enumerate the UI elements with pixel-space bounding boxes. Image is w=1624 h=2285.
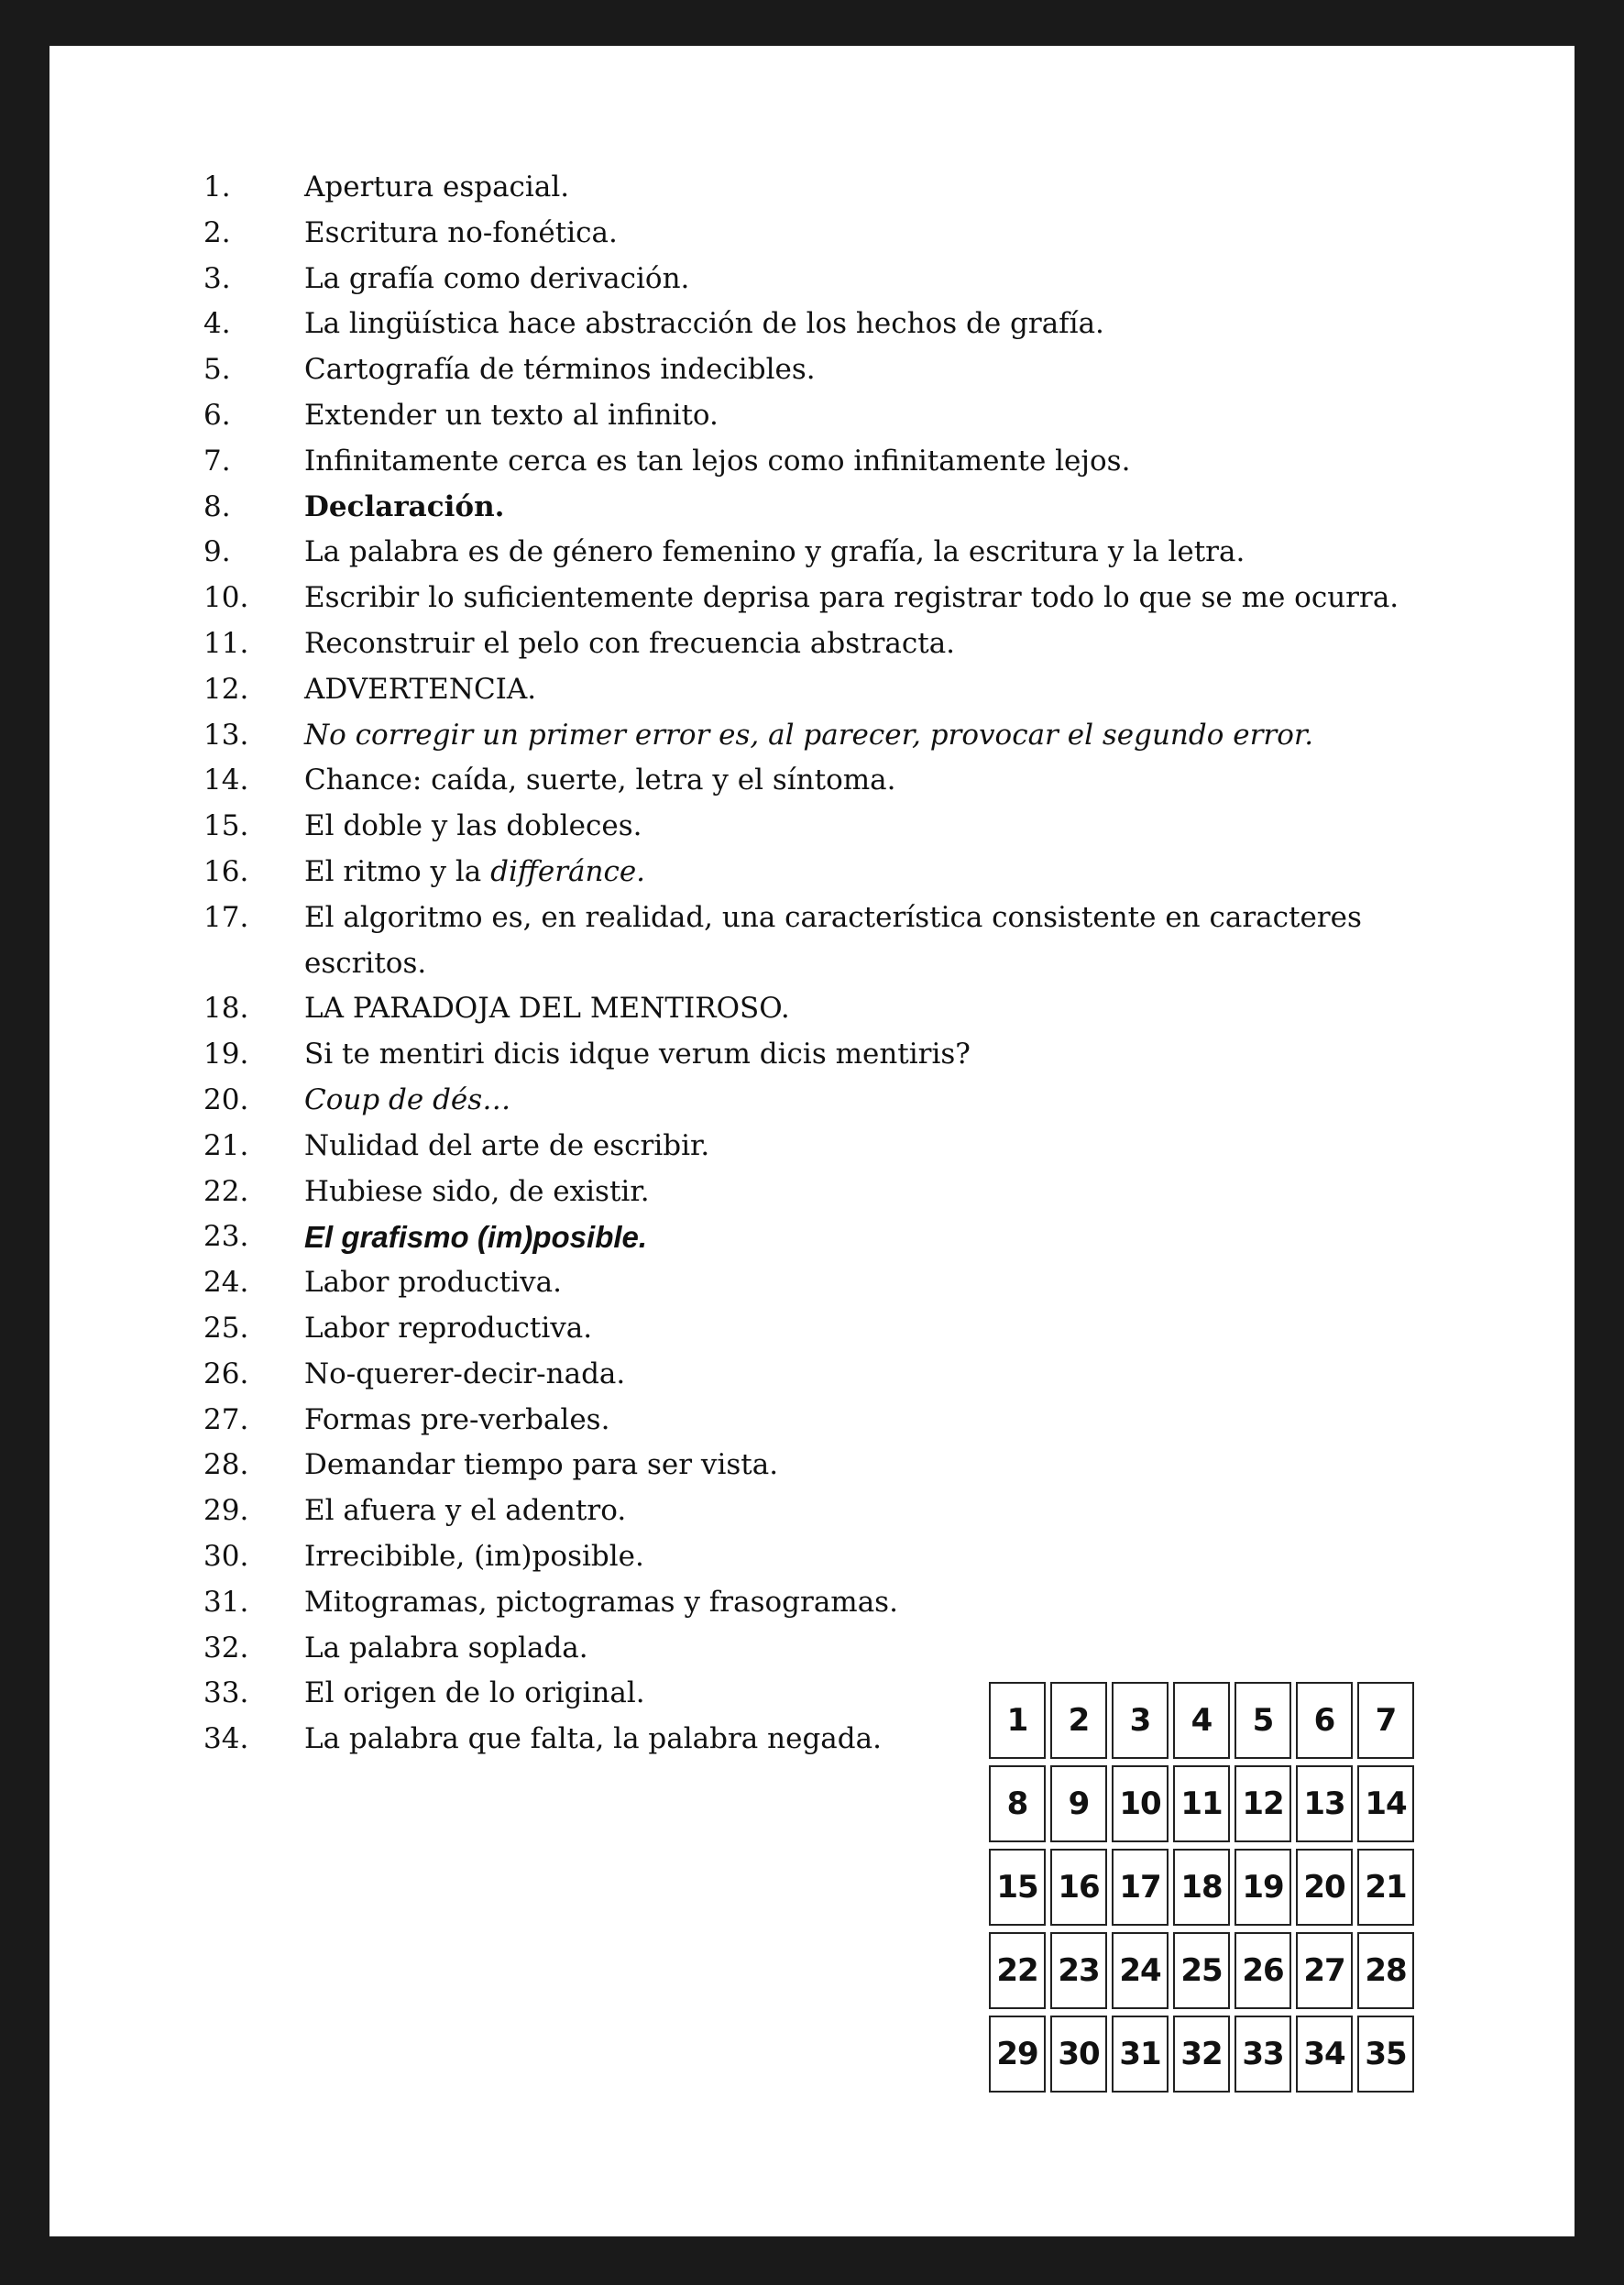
list-item (203, 895, 1450, 987)
grid-cell: 26 (1234, 1932, 1291, 2009)
grid-cell: 6 (1296, 1682, 1353, 1759)
item-number: 29. (203, 1494, 249, 1528)
grid-cell: 22 (989, 1932, 1046, 2009)
item-text: ADVERTENCIA. (304, 672, 537, 706)
item-text: Escritura no-fonética. (304, 215, 618, 249)
item-text: El algoritmo es, en realidad, una característica consistente en caracteres escritos. (304, 900, 1362, 980)
grid-cell: 19 (1234, 1849, 1291, 1926)
item-text: El doble y las dobleces. (304, 809, 642, 843)
list-item (203, 804, 1450, 850)
list-item (203, 1170, 1450, 1215)
item-number: 21. (203, 1128, 249, 1162)
item-number: 2. (203, 215, 231, 249)
item-number: 19. (203, 1038, 249, 1071)
item-text: Reconstruir el pelo con frecuencia abstracta. (304, 626, 956, 660)
grid-cell: 20 (1296, 1849, 1353, 1926)
grid-cell: 2 (1050, 1682, 1107, 1759)
grid-cell: 27 (1296, 1932, 1353, 2009)
item-number: 26. (203, 1357, 249, 1390)
grid-cell: 9 (1050, 1765, 1107, 1842)
item-number: 33. (203, 1676, 249, 1710)
item-number: 3. (203, 261, 231, 295)
list-item (203, 1443, 1450, 1489)
item-text: La palabra es de género femenino y grafía, la escritura y la letra. (304, 535, 1245, 569)
grid-cell: 35 (1357, 2016, 1414, 2093)
list-item (203, 1306, 1450, 1352)
item-number: 15. (203, 809, 249, 843)
item-text: Cartografía de términos indecibles. (304, 353, 816, 387)
list-item (203, 439, 1450, 485)
list-item (203, 758, 1450, 804)
item-number: 10. (203, 581, 249, 615)
item-number: 6. (203, 398, 231, 432)
grid-cell: 34 (1296, 2016, 1353, 2093)
item-number: 9. (203, 535, 231, 569)
item-text: Hubiese sido, de existir. (304, 1174, 650, 1208)
item-text: No corregir un primer error es, al parecer, provocar el segundo error. (304, 718, 1314, 752)
grid-cell: 30 (1050, 2016, 1107, 2093)
grid-cell: 14 (1357, 1765, 1414, 1842)
list-item (203, 1489, 1450, 1534)
list-item (203, 850, 1450, 895)
item-number: 8. (203, 489, 231, 523)
grid-cell: 8 (989, 1765, 1046, 1842)
item-number: 4. (203, 307, 231, 341)
list-item (203, 576, 1450, 621)
list-item (203, 1214, 1450, 1260)
item-text (304, 850, 1450, 895)
number-grid (989, 1682, 1414, 2093)
item-text: Escribir lo suficientemente deprisa para registrar todo lo que se me ocurra. (304, 581, 1399, 615)
grid-cell: 24 (1112, 1932, 1169, 2009)
item-number: 30. (203, 1539, 249, 1573)
item-number: 1. (203, 170, 231, 203)
item-number: 16. (203, 854, 249, 888)
item-text-main: El ritmo y la (304, 854, 491, 888)
grid-cell: 3 (1112, 1682, 1169, 1759)
grid-cell: 12 (1234, 1765, 1291, 1842)
grid-cell: 11 (1173, 1765, 1230, 1842)
item-text: El origen de lo original. (304, 1676, 645, 1710)
item-text: No-querer-decir-nada. (304, 1357, 626, 1390)
grid-cell: 5 (1234, 1682, 1291, 1759)
item-text: La lingüística hace abstracción de los hechos de grafía. (304, 307, 1104, 341)
grid-cell: 25 (1173, 1932, 1230, 2009)
item-text: Si te mentiri dicis idque verum dicis mentiris? (304, 1038, 971, 1071)
grid-cell: 7 (1357, 1682, 1414, 1759)
grid-cell: 1 (989, 1682, 1046, 1759)
list-item (203, 1534, 1450, 1580)
item-text: Apertura espacial. (304, 170, 570, 203)
grid-cell: 10 (1112, 1765, 1169, 1842)
item-text: Declaración. (304, 489, 505, 523)
list-item (203, 393, 1450, 439)
item-text: Chance: caída, suerte, letra y el síntoma. (304, 763, 896, 797)
list-item (203, 1124, 1450, 1170)
grid-cell: 21 (1357, 1849, 1414, 1926)
item-text: Coup de dés… (304, 1082, 511, 1116)
list-item (203, 347, 1450, 393)
grid-cell: 29 (989, 2016, 1046, 2093)
item-number: 22. (203, 1174, 249, 1208)
list-item (203, 165, 1450, 211)
item-text: Nulidad del arte de escribir. (304, 1128, 710, 1162)
list-item (203, 1398, 1450, 1444)
grid-cell: 28 (1357, 1932, 1414, 2009)
item-number: 20. (203, 1082, 249, 1116)
item-text: El grafismo (im)posible. (304, 1220, 648, 1255)
grid-cell: 4 (1173, 1682, 1230, 1759)
item-number: 27. (203, 1402, 249, 1436)
grid-cell: 13 (1296, 1765, 1353, 1842)
list-item (203, 1580, 1450, 1626)
item-number: 13. (203, 718, 249, 752)
item-number: 32. (203, 1631, 249, 1664)
grid-cell: 23 (1050, 1932, 1107, 2009)
item-number: 18. (203, 992, 249, 1026)
item-text: El afuera y el adentro. (304, 1494, 627, 1528)
item-text: La grafía como derivación. (304, 261, 690, 295)
item-number: 28. (203, 1448, 249, 1482)
list-item (203, 1032, 1450, 1078)
grid-cell: 17 (1112, 1849, 1169, 1926)
list-item (203, 713, 1450, 759)
item-number: 11. (203, 626, 249, 660)
list-item (203, 1352, 1450, 1398)
item-text: Mitogramas, pictogramas y frasogramas. (304, 1585, 898, 1619)
list-item (203, 485, 1450, 531)
list-item (203, 667, 1450, 713)
item-number: 23. (203, 1220, 249, 1254)
item-text-italic: differánce. (490, 854, 646, 888)
list-item (203, 1260, 1450, 1306)
item-number: 17. (203, 900, 249, 934)
item-text: La palabra soplada. (304, 1631, 588, 1664)
item-number: 24. (203, 1266, 249, 1300)
grid-cell: 18 (1173, 1849, 1230, 1926)
list-item (203, 257, 1450, 302)
list-item (203, 1626, 1450, 1672)
item-number: 7. (203, 444, 231, 478)
item-text: Labor reproductiva. (304, 1311, 593, 1345)
item-text: Irrecibible, (im)posible. (304, 1539, 644, 1573)
item-number: 34. (203, 1722, 249, 1756)
item-text: Labor productiva. (304, 1266, 562, 1300)
grid-cell: 32 (1173, 2016, 1230, 2093)
grid-cell: 16 (1050, 1849, 1107, 1926)
list-item (203, 621, 1450, 667)
item-number: 31. (203, 1585, 249, 1619)
item-text: Extender un texto al infinito. (304, 398, 719, 432)
item-number: 12. (203, 672, 249, 706)
list-item (203, 302, 1450, 347)
item-text: La palabra que falta, la palabra negada. (304, 1722, 882, 1756)
numbered-list (203, 165, 1450, 1763)
item-text: Infinitamente cerca es tan lejos como infinitamente lejos. (304, 444, 1131, 478)
grid-cell: 15 (989, 1849, 1046, 1926)
list-item (203, 1078, 1450, 1124)
item-number: 25. (203, 1311, 249, 1345)
list-item (203, 530, 1450, 576)
grid-cell: 31 (1112, 2016, 1169, 2093)
grid-cell: 33 (1234, 2016, 1291, 2093)
item-number: 5. (203, 353, 231, 387)
item-text: Demandar tiempo para ser vista. (304, 1448, 779, 1482)
item-number: 14. (203, 763, 249, 797)
list-item (203, 986, 1450, 1032)
item-text: LA PARADOJA DEL MENTIROSO. (304, 992, 790, 1026)
list-item (203, 211, 1450, 257)
item-text: Formas pre-verbales. (304, 1402, 610, 1436)
